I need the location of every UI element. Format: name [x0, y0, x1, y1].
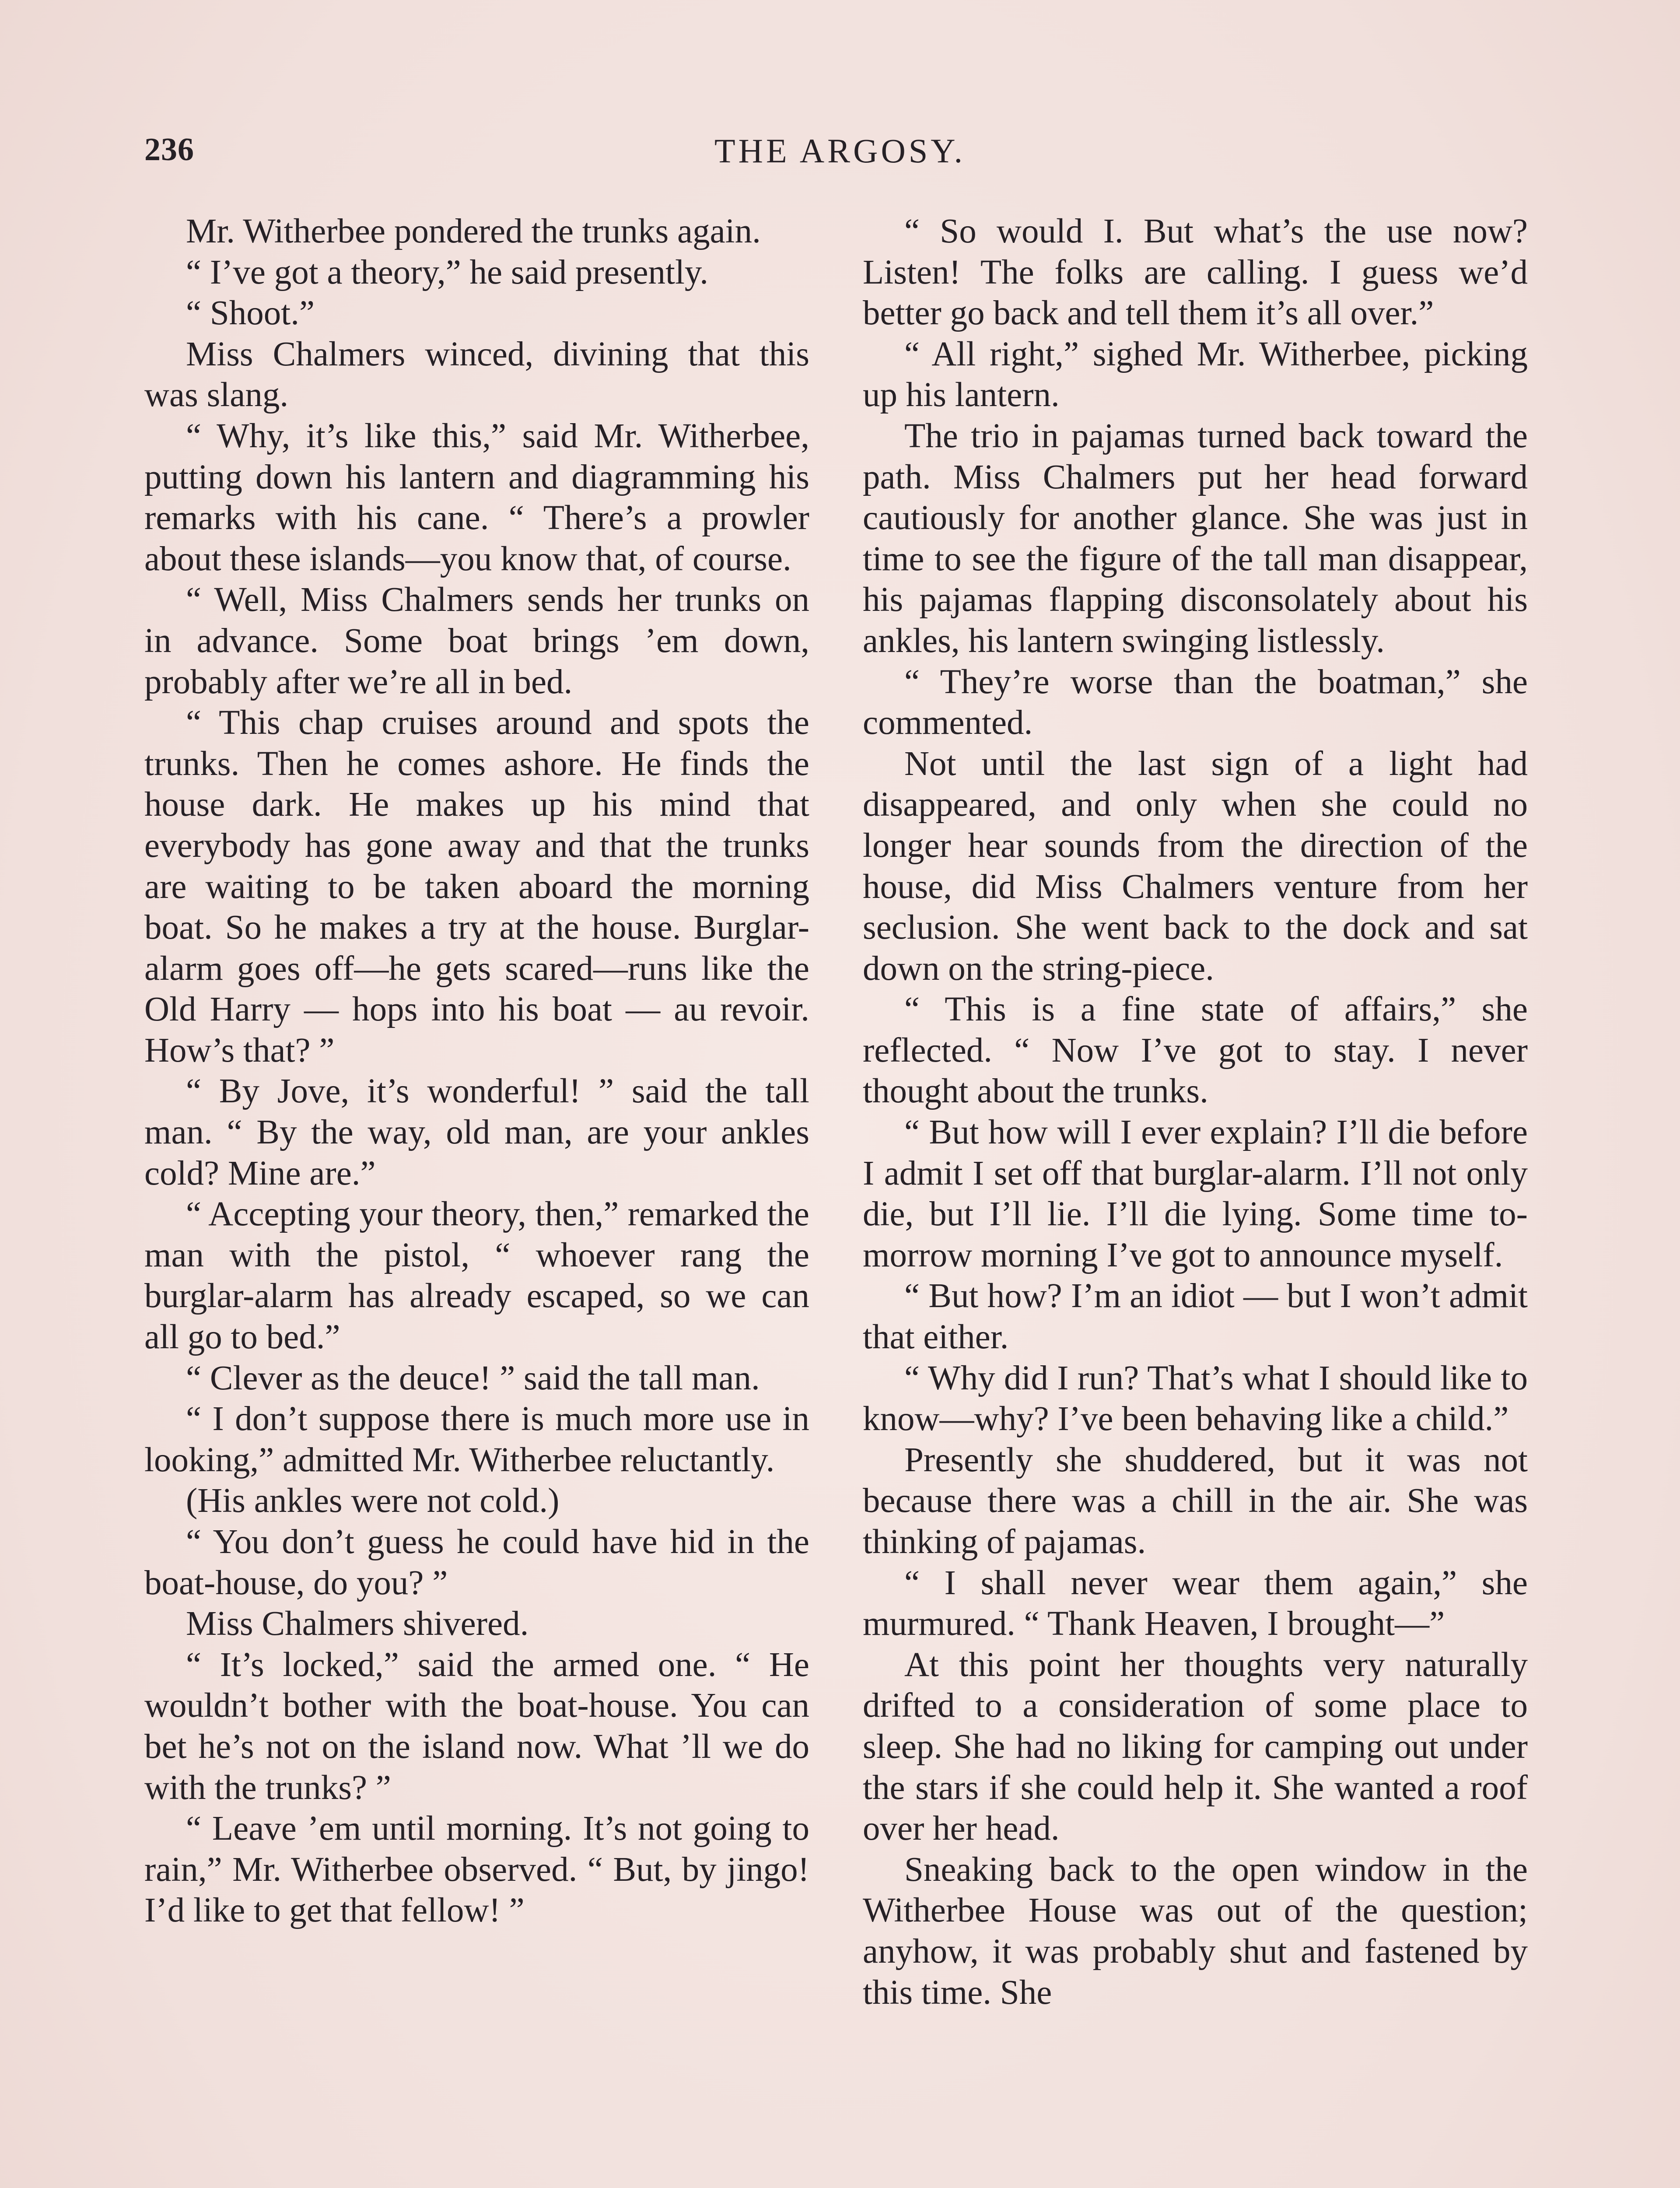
paragraph: Presently she shuddered, but it was not because there was a chill in the air. She was thinking of pajamas.	[863, 1441, 1528, 1561]
paragraph: “ You don’t guess he could have hid in the boat-house, do you? ”	[144, 1523, 809, 1602]
paragraph: “ Well, Miss Chalmers sends her trunks on in advance. Some boat brings ’em down, probably after we’re all in bed.	[144, 581, 809, 701]
paragraph: “ Shoot.”	[186, 294, 315, 333]
paragraph: At this point her thoughts very naturally drifted to a consideration of some place to sleep. She had no liking for camping out under the stars if she could help it. She wanted a roof over her head.	[863, 1645, 1528, 1848]
paragraph: “ They’re worse than the boatman,” she commented.	[863, 663, 1528, 742]
paragraph: “ I shall never wear them again,” she murmured. “ Thank Heaven, I brought—”	[863, 1564, 1528, 1643]
paragraph: “ I’ve got a theory,” he said presently.	[186, 253, 709, 291]
paragraph: “ This is a fine state of affairs,” she reflected. “ Now I’ve got to stay. I never thought about the trunks.	[863, 990, 1528, 1111]
right-column	[863, 211, 1528, 2013]
paragraph: “ All right,” sighed Mr. Witherbee, picking up his lantern.	[863, 335, 1528, 414]
paragraph: Miss Chalmers shivered.	[186, 1605, 529, 1643]
paragraph: Sneaking back to the open window in the Witherbee House was out of the question; anyhow, it was probably shut and fastened by this time. She	[863, 1850, 1528, 2012]
left-column	[144, 211, 809, 1931]
paragraph: “ It’s locked,” said the armed one. “ He wouldn’t bother with the boat-house. You can bet he’s not on the island now. What ’ll we do with the trunks? ”	[144, 1645, 809, 1807]
paragraph: “ Clever as the deuce! ” said the tall man.	[186, 1359, 760, 1397]
paragraph: “ But how? I’m an idiot — but I won’t admit that either.	[863, 1277, 1528, 1357]
paragraph: “ Accepting your theory, then,” remarked the man with the pistol, “ whoever rang the burglar-alarm has already escaped, so we can all go to bed.”	[144, 1195, 809, 1357]
paragraph: “ But how will I ever explain? I’ll die before I admit I set off that burglar-alarm. I’ll not only die, but I’ll lie. I’ll die lying. Some time to-morrow morning I’ve got to announce myself.	[863, 1113, 1528, 1274]
page-header	[144, 131, 1536, 179]
paragraph: Miss Chalmers winced, divining that this was slang.	[144, 335, 809, 414]
page-number: 236	[144, 132, 194, 168]
paragraph: “ This chap cruises around and spots the trunks. Then he comes ashore. He finds the house dark. He makes up his mind that everybody has gone away and that the trunks are waiting to be taken aboard the morning boat. So he makes a try at the house. Burglar-alarm goes off—he gets scared—runs like the Old Harry — hops into his boat — au revoir. How’s that? ”	[144, 704, 809, 1069]
paragraph: Not until the last sign of a light had disappeared, and only when she could no longer hear sounds from the direction of the house, did Miss Chalmers venture from her seclusion. She went back to the dock and sat down on the string-piece.	[863, 744, 1528, 988]
paragraph: Mr. Witherbee pondered the trunks again.	[186, 212, 761, 250]
paragraph: The trio in pajamas turned back toward the path. Miss Chalmers put her head forward cautiously for another glance. She was just in time to see the figure of the tall man disappear, his pajamas flapping disconsolately about his ankles, his lantern swinging listlessly.	[863, 417, 1528, 660]
paragraph: “ So would I. But what’s the use now? Listen! The folks are calling. I guess we’d better go back and tell them it’s all over.”	[863, 212, 1528, 333]
paragraph: “ By Jove, it’s wonderful! ” said the tall man. “ By the way, old man, are your ankles cold? Mine are.”	[144, 1072, 809, 1192]
running-title: THE ARGOSY.	[714, 132, 966, 170]
paragraph: “ Why, it’s like this,” said Mr. Witherbee, putting down his lantern and diagramming his remarks with his cane. “ There’s a prowler about these islands—you know that, of course.	[144, 417, 809, 578]
paragraph: “ Why did I run? That’s what I should like to know—why? I’ve been behaving like a child.”	[863, 1359, 1528, 1438]
paragraph: (His ankles were not cold.)	[186, 1482, 560, 1520]
paragraph: “ Leave ’em until morning. It’s not going to rain,” Mr. Witherbee observed. “ But, by jingo! I’d like to get that fellow! ”	[144, 1809, 809, 1930]
paragraph: “ I don’t suppose there is much more use in looking,” admitted Mr. Witherbee reluctantly.	[144, 1400, 809, 1479]
